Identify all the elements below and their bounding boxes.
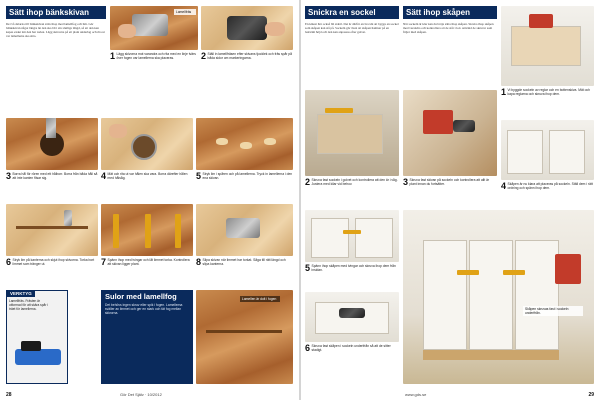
right-intro-skap: När sockeln är klar kan du börja sätta ihop skåpen. Skruva ihop skåpen med varandra och kontrollera att de står i lod. Använd de skruvar som följer med skåpen. [403, 22, 494, 35]
biscuit-icon [216, 138, 228, 145]
sander-icon [226, 218, 260, 238]
right-heading-skap: Sätt ihop skåpen [403, 6, 497, 19]
tool-tip-box [6, 290, 68, 384]
cabinet-icon [549, 130, 585, 174]
right-intro-sockel: En köksö hör också bli stabil. Det är därför en bra idé att bygga en sockel som skåpen kan stå på. Sockeln gör även att skåpen hamnar på en bekväm höjd och den kan anpassas efter golvet. [305, 22, 399, 35]
arm-icon [423, 110, 453, 134]
sockel-base-icon [423, 350, 559, 360]
step-text: Spänn ihop skåpen med tvingar och skruva ihop dem från insidan. [311, 264, 396, 273]
left-heading: Sätt ihop bänkskivan [6, 6, 106, 19]
step-number: 2 [305, 178, 311, 187]
cabinet-bottom-icon [315, 302, 389, 334]
step6-caption [6, 258, 98, 286]
step-text: Skåpen är nu klara att placeras på sockeln. Ställ dem i rätt ordning och spänn ihop dem. [507, 182, 593, 191]
sockel-frame-icon [511, 26, 581, 66]
right-footer: www.gds.se [405, 392, 427, 397]
step-number: 6 [6, 258, 12, 267]
step6-photo [6, 204, 98, 256]
step5-caption [196, 172, 293, 200]
tip-label: VERKTYG [7, 291, 35, 297]
hand-icon [118, 24, 136, 38]
right-step5-photo [305, 210, 399, 262]
tip-text: Lamellfräs. Frästen är utformad för att skära spår i träet för lamellerna. [9, 299, 48, 311]
step7-photo [101, 204, 193, 256]
cabinet-icon [515, 240, 559, 350]
lamell-detail-photo [196, 290, 293, 384]
right-step2b-photo [403, 90, 497, 176]
biscuit-joiner-icon [132, 14, 168, 36]
joint-line-icon [206, 330, 282, 333]
step-number: 5 [305, 264, 311, 273]
step-text: Vi byggde sockeln av reglar och en bottenskiva. Mät och kapa reglarna och skruva ihop dem. [507, 88, 590, 97]
right-step2a-caption [305, 178, 399, 206]
step2-caption [201, 52, 293, 78]
clamp-icon [457, 270, 479, 275]
left-page [0, 0, 299, 400]
step-number: 7 [101, 258, 107, 267]
cabinet-icon [423, 240, 467, 350]
step-number: 3 [403, 178, 409, 187]
info-title: Sulor med lamellfog [105, 292, 177, 301]
step1-callout: Lamellfräs [174, 9, 196, 15]
step-text: Ställ in lamellfräsen efter skivans tjocklek och fräs spår på båda sidor om markeringarna. [207, 52, 292, 61]
step-text: Spänn ihop med tvingar och låt limmet torka. Kontrollera att skivan ligger plant. [107, 258, 190, 267]
step-text: Skruva fast skivan på sockeln och kontrollera att allt är plant innan du fortsätter. [409, 178, 490, 187]
step8-caption [196, 258, 293, 286]
right-heading-sockel: Snickra en sockel [305, 6, 399, 19]
cabinet-icon [469, 240, 513, 350]
tool-body-icon [15, 349, 61, 365]
step8-photo [196, 204, 293, 256]
right-step4-photo [501, 120, 594, 180]
clamp-icon [503, 270, 525, 275]
step-text: Skruva fast skåpen i sockeln underifrån så att de sitter stadigt. [311, 344, 391, 353]
drill-icon [339, 308, 365, 318]
right-step2b-caption [403, 178, 497, 206]
step-text: Borra hål för rören med ett hålborr. Borra från båda håll så att inte kanten flisar sig. [12, 172, 98, 181]
right-step2a-photo [305, 90, 399, 176]
step-text: Mät och rita ut var hålen ska vara. Borra därefter hålen med hålsåg. [107, 172, 188, 181]
step-text: Stryk lim i spåren och på lamellerna. Tryck in lamellerna i den ena skivan. [202, 172, 293, 181]
step8-callout: Lamellen är dolt i fogen [240, 296, 280, 302]
step-number: 6 [305, 344, 311, 353]
arm-icon [529, 14, 553, 28]
step-text: Stryk lim på kanterna och skjut ihop skivorna. Torka bort limmet som tränger ut. [12, 258, 95, 267]
left-footer: Gör Det Själv · 10/2012 [120, 392, 162, 397]
joint-line-icon [16, 226, 88, 229]
right-step6-caption [305, 344, 399, 370]
clamp-icon [113, 214, 119, 248]
step1-caption [110, 52, 198, 78]
right-page-number: 29 [588, 392, 594, 398]
biscuit-joiner-tool-icon [15, 341, 61, 369]
cabinet-icon [311, 218, 349, 258]
tool-handle-icon [21, 341, 41, 351]
right-page [301, 0, 600, 400]
router-icon [227, 16, 267, 40]
right-step6-callout: Skåpen skruvas fast i sockeln underifrån. [523, 306, 583, 316]
info-text: Det behövs ingen skruv eller spik i fogen. Lamellerna sväller av limmet och ger en stark och tät fog mellan skivorna. [105, 303, 183, 316]
right-step1-photo [501, 6, 594, 86]
clamp-icon [325, 108, 353, 113]
clamp-icon [175, 214, 181, 248]
glue-bottle-icon [64, 210, 72, 226]
step-text: Skruva fast sockeln i golvet och kontrollera att den är i våg. Justera med kilar vid behov. [311, 178, 398, 187]
info-box [101, 290, 193, 384]
step2-photo [201, 6, 293, 50]
step4-caption [101, 172, 193, 200]
right-step4-caption [501, 182, 594, 208]
left-page-number: 28 [6, 392, 12, 398]
step-text: Slipa skivan när limmet har torkat. Såga till rätt längd och slipa kanterna. [202, 258, 286, 267]
hand-icon [109, 124, 127, 138]
assembled-cabinets-photo [403, 210, 594, 384]
step-number: 4 [501, 182, 507, 191]
drill-icon [46, 118, 56, 138]
step1-photo [110, 6, 198, 50]
right-step1-caption [501, 88, 594, 118]
step-number: 5 [196, 172, 202, 181]
arm-icon [555, 254, 581, 284]
step-text: Lägg skivorna mot varandra och rita med en linje tvärs över fogen var lamellerna ska placeras. [116, 52, 196, 61]
step-number: 1 [501, 88, 507, 97]
cabinet-icon [507, 130, 543, 174]
step7-caption [101, 258, 193, 286]
step3-photo [6, 118, 98, 170]
screwdriver-icon [453, 120, 475, 132]
step3-caption [6, 172, 98, 200]
clamp-icon [343, 230, 361, 234]
step-number: 8 [196, 258, 202, 267]
biscuit-icon [264, 138, 276, 145]
step4-photo [101, 118, 193, 170]
clamp-icon [145, 214, 151, 248]
step-number: 2 [201, 52, 207, 61]
left-intro: De två delarna till bänkskivan sätts ihop med lamellfog och lim. Gör bänkskivan något längre än den ska bli i sin slutliga längd, så att den kan kapas exakt när den har torkat. Lägg skivorna på ett plant underlag och rita ut var lamellerna ska sitta. [6, 22, 105, 39]
hand-icon [265, 22, 285, 36]
step-number: 1 [110, 52, 116, 61]
sockel-icon [317, 114, 383, 154]
hole-saw-icon [131, 134, 157, 160]
cabinet-icon [355, 218, 393, 258]
right-step6-photo [305, 292, 399, 342]
step-number: 3 [6, 172, 12, 181]
biscuit-icon [240, 142, 252, 149]
step-number: 4 [101, 172, 107, 181]
right-step5-caption [305, 264, 399, 290]
step5-photo [196, 118, 293, 170]
